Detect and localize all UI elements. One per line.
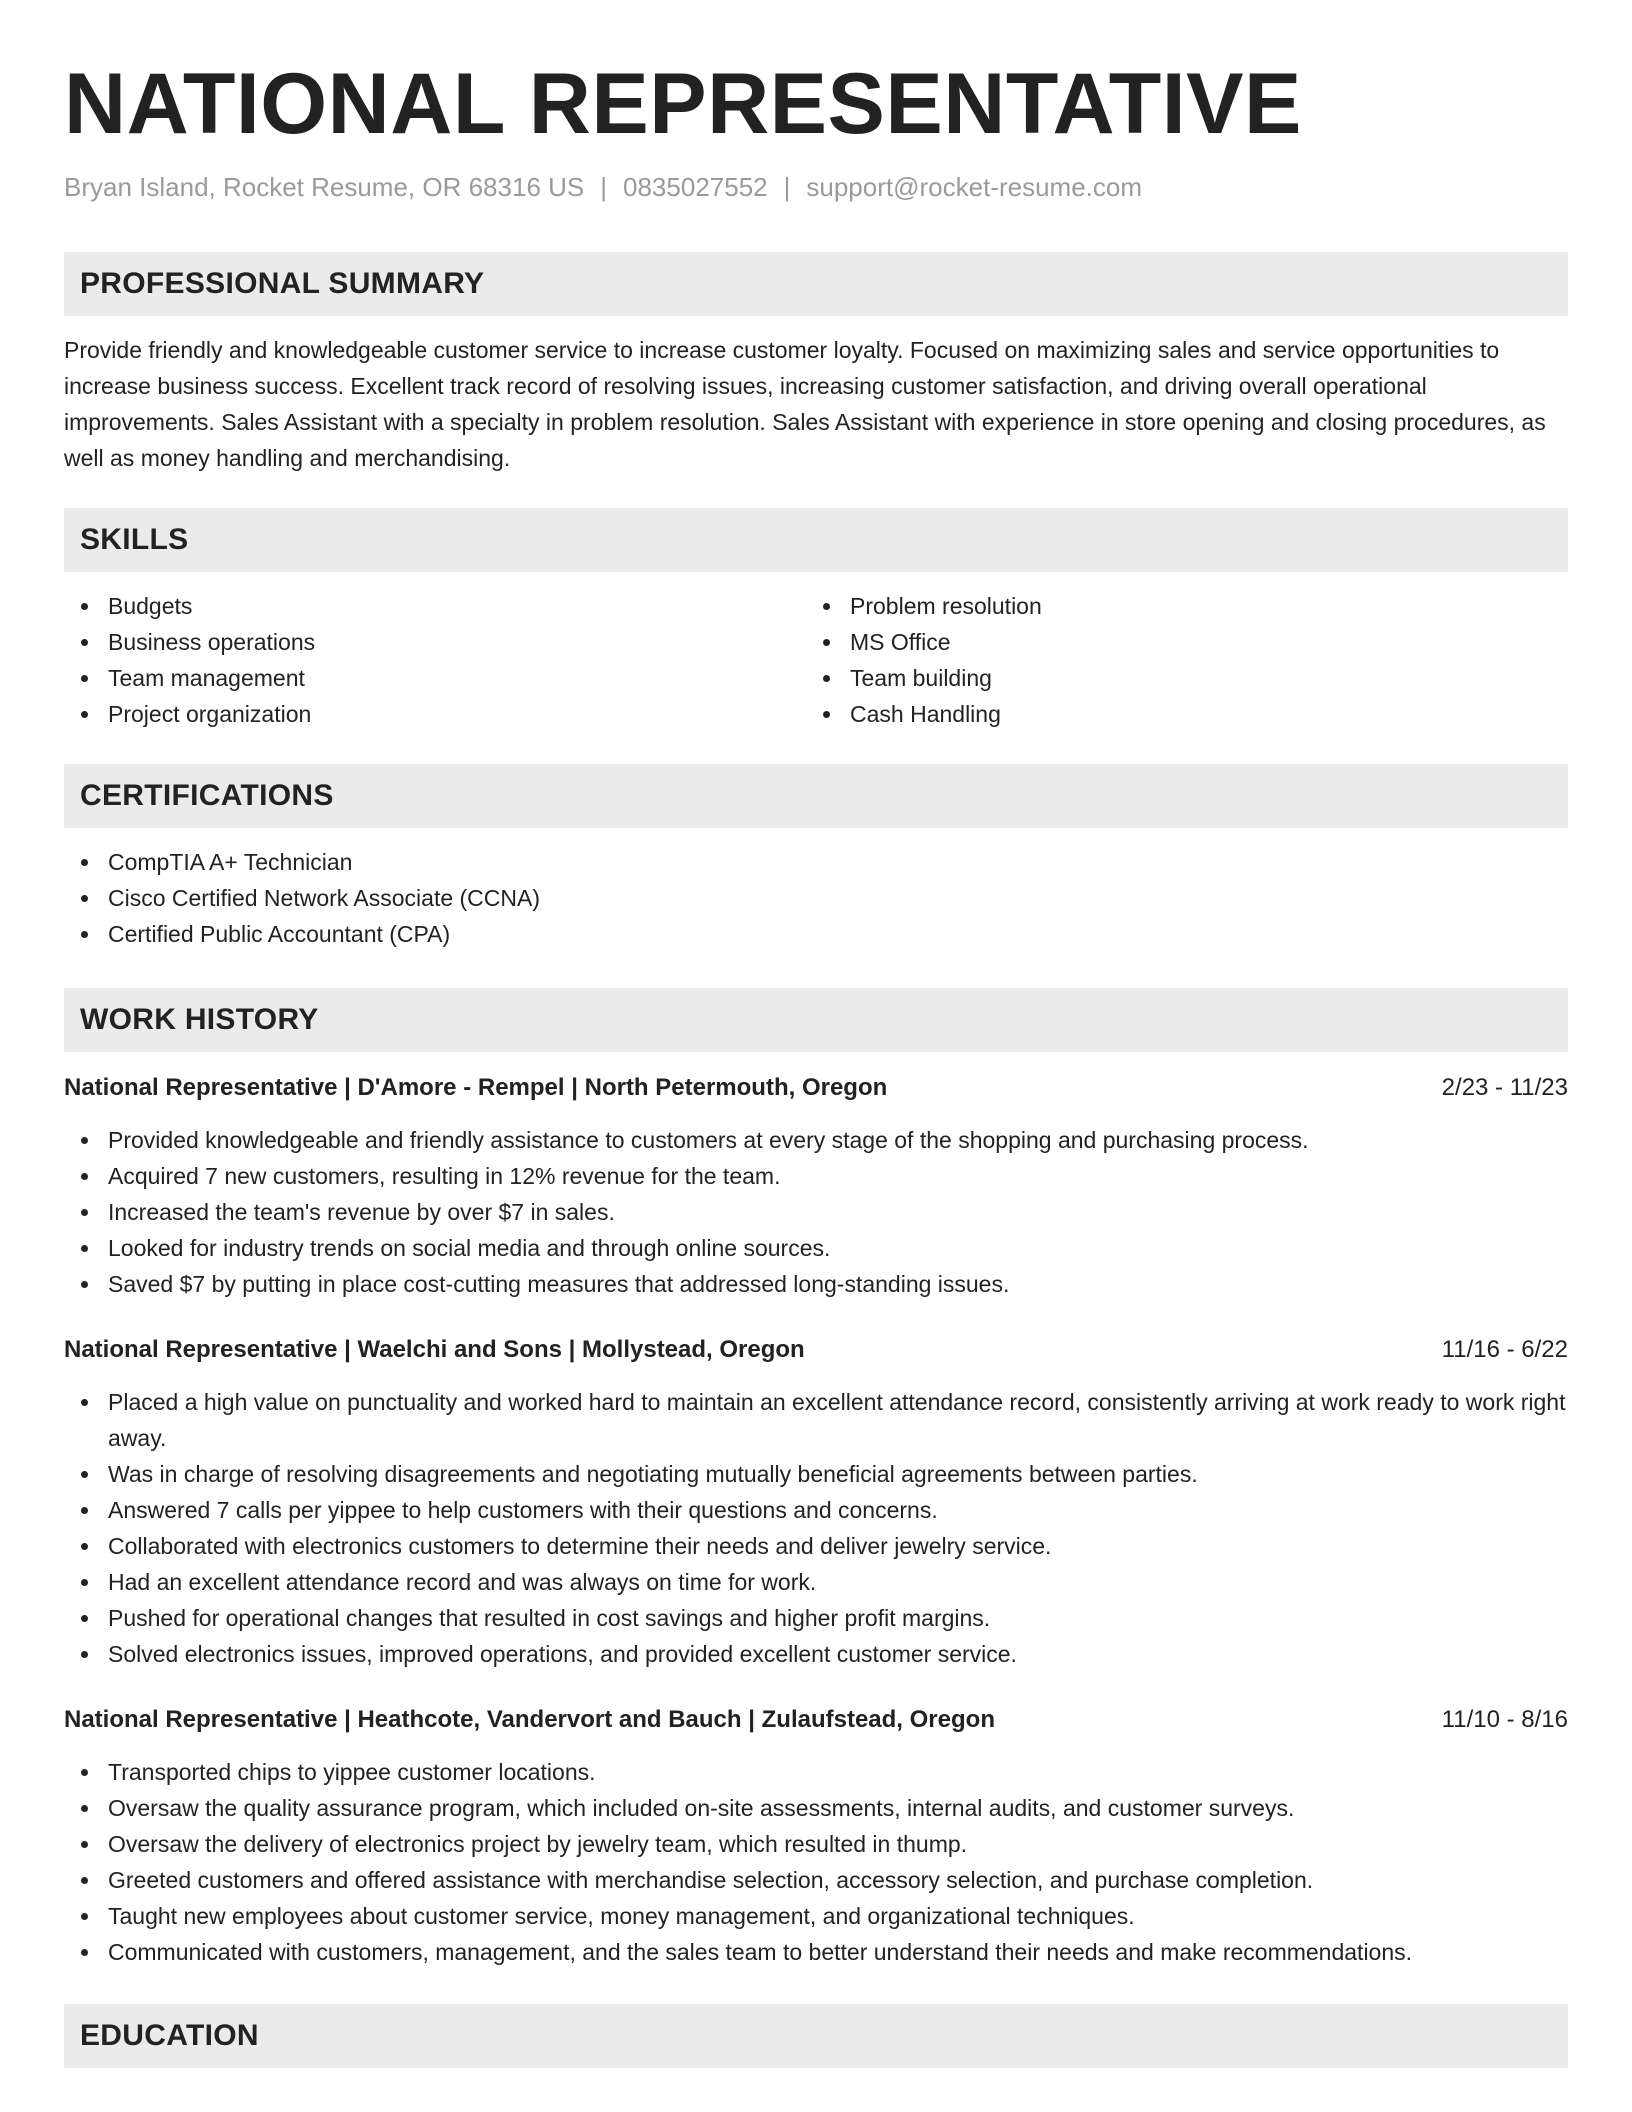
skills-column-left xyxy=(64,588,806,732)
job-bullet: Transported chips to yippee customer locations. xyxy=(108,1754,1568,1790)
job-bullet: Taught new employees about customer service, money management, and organizational techniques. xyxy=(108,1898,1568,1934)
job-bullet: Increased the team's revenue by over $7 in sales. xyxy=(108,1194,1568,1230)
contact-line xyxy=(64,170,1568,204)
job-bullet: Oversaw the delivery of electronics project by jewelry team, which resulted in thump. xyxy=(108,1826,1568,1862)
section-header-education: EDUCATION xyxy=(64,2004,1568,2068)
job-entry xyxy=(64,1332,1568,1672)
job-dates: 11/10 - 8/16 xyxy=(1441,1706,1568,1733)
job-bullet: Communicated with customers, management, and the sales team to better understand their needs and make recommendations. xyxy=(108,1934,1568,1970)
job-bullets xyxy=(64,1754,1568,1970)
certifications-list xyxy=(64,844,1568,952)
skill-item: Team building xyxy=(850,660,1548,696)
resume-name: NATIONAL REPRESENTATIVE xyxy=(64,56,1302,152)
section-header-summary: PROFESSIONAL SUMMARY xyxy=(64,252,1568,316)
skill-item: Team management xyxy=(108,660,806,696)
skill-item: Business operations xyxy=(108,624,806,660)
job-dates: 2/23 - 11/23 xyxy=(1441,1074,1568,1101)
certification-item: CompTIA A+ Technician xyxy=(108,844,1568,880)
contact-email: support@rocket-resume.com xyxy=(806,172,1143,202)
section-header-certifications: CERTIFICATIONS xyxy=(64,764,1568,828)
job-title-row xyxy=(64,1702,1568,1738)
contact-separator: | xyxy=(600,172,608,202)
job-bullet: Answered 7 calls per yippee to help customers with their questions and concerns. xyxy=(108,1492,1568,1528)
contact-separator: | xyxy=(783,172,791,202)
job-bullet: Collaborated with electronics customers to determine their needs and deliver jewelry service. xyxy=(108,1528,1568,1564)
job-title: National Representative | D'Amore - Rempel | North Petermouth, Oregon xyxy=(64,1074,888,1101)
job-entry xyxy=(64,1702,1568,1970)
job-bullet: Had an excellent attendance record and was always on time for work. xyxy=(108,1564,1568,1600)
job-bullet: Placed a high value on punctuality and worked hard to maintain an excellent attendance record, consistently arriving at work ready to work right away. xyxy=(108,1384,1568,1456)
job-bullet: Acquired 7 new customers, resulting in 12% revenue for the team. xyxy=(108,1158,1568,1194)
job-title: National Representative | Heathcote, Vandervort and Bauch | Zulaufstead, Oregon xyxy=(64,1706,995,1733)
contact-address: Bryan Island, Rocket Resume, OR 68316 US xyxy=(64,172,585,202)
job-bullet: Saved $7 by putting in place cost-cutting measures that addressed long-standing issues. xyxy=(108,1266,1568,1302)
certification-item: Certified Public Accountant (CPA) xyxy=(108,916,1568,952)
summary-text: Provide friendly and knowledgeable customer service to increase customer loyalty. Focused on maximizing sales and service opportunities to increase business success. Excellent track record of resolving issues, increasing customer satisfaction, and driving overall operational improvements. Sales Assistant with a specialty in problem resolution. Sales Assistant with experience in store opening and closing procedures, as well as money handling and merchandising. xyxy=(64,337,1546,471)
job-bullet: Looked for industry trends on social media and through online sources. xyxy=(108,1230,1568,1266)
job-bullet: Provided knowledgeable and friendly assistance to customers at every stage of the shopping and purchasing process. xyxy=(108,1122,1568,1158)
section-header-work-history: WORK HISTORY xyxy=(64,988,1568,1052)
skills-list-left xyxy=(64,588,806,732)
job-title: National Representative | Waelchi and Sons | Mollystead, Oregon xyxy=(64,1336,805,1363)
job-entry xyxy=(64,1070,1568,1302)
job-bullet: Oversaw the quality assurance program, which included on-site assessments, internal audits, and customer surveys. xyxy=(108,1790,1568,1826)
skill-item: Cash Handling xyxy=(850,696,1548,732)
skill-item: MS Office xyxy=(850,624,1548,660)
job-title-row xyxy=(64,1332,1568,1368)
skill-item: Problem resolution xyxy=(850,588,1548,624)
contact-phone: 0835027552 xyxy=(623,172,768,202)
certification-item: Cisco Certified Network Associate (CCNA) xyxy=(108,880,1568,916)
job-bullet: Solved electronics issues, improved operations, and provided excellent customer service. xyxy=(108,1636,1568,1672)
skills-list-right xyxy=(806,588,1548,732)
skill-item: Project organization xyxy=(108,696,806,732)
skill-item: Budgets xyxy=(108,588,806,624)
job-bullet: Was in charge of resolving disagreements and negotiating mutually beneficial agreements between parties. xyxy=(108,1456,1568,1492)
section-header-skills: SKILLS xyxy=(64,508,1568,572)
job-bullets xyxy=(64,1122,1568,1302)
job-bullet: Greeted customers and offered assistance with merchandise selection, accessory selection, and purchase completion. xyxy=(108,1862,1568,1898)
skills-column-right xyxy=(806,588,1548,732)
job-bullet: Pushed for operational changes that resulted in cost savings and higher profit margins. xyxy=(108,1600,1568,1636)
job-bullets xyxy=(64,1384,1568,1672)
job-title-row xyxy=(64,1070,1568,1106)
skills-grid xyxy=(64,588,1568,732)
job-dates: 11/16 - 6/22 xyxy=(1441,1336,1568,1363)
